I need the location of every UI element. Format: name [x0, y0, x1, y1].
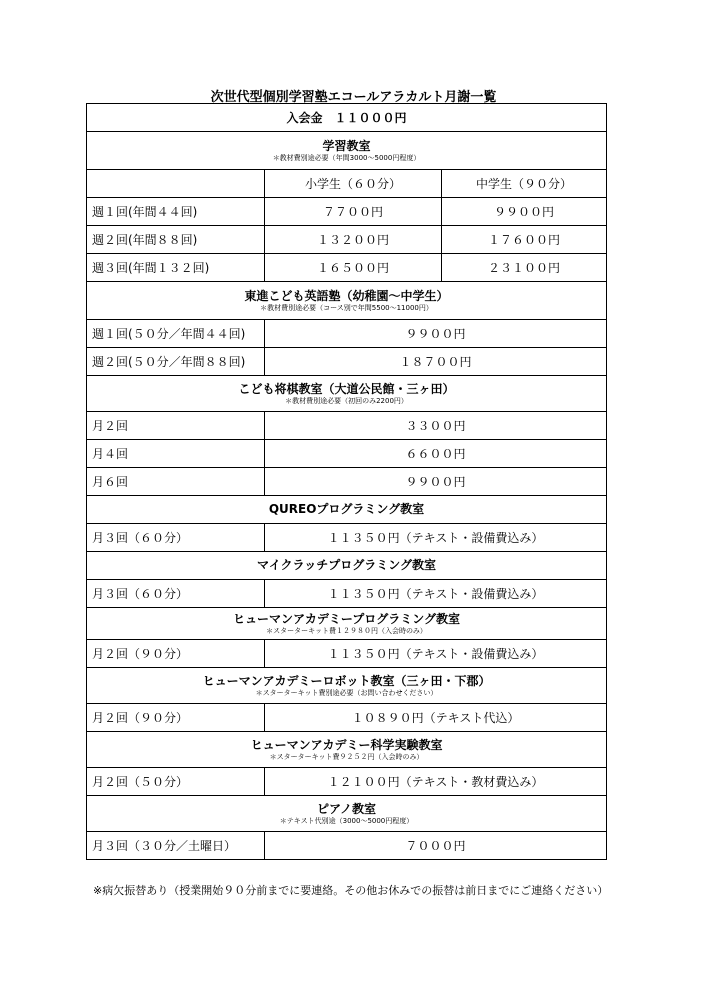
price-cell: ２３１００円: [442, 254, 607, 282]
section-title: QUREOプログラミング教室: [268, 502, 425, 516]
price-cell: １８７００円: [265, 348, 607, 376]
table-row: [87, 412, 607, 440]
price-cell: ９９００円: [265, 320, 607, 348]
row-label: 週２回(年間８８回): [87, 226, 265, 254]
row-label: 月２回（９０分）: [87, 640, 265, 668]
table-row: [87, 580, 607, 608]
section-note: ＊教材費別途必要（初回のみ2200円）: [285, 396, 408, 405]
section-title: ピアノ教室: [316, 801, 377, 816]
row-label: 月３回（６０分）: [87, 524, 265, 552]
table-row: [87, 226, 607, 254]
section-title: ヒューマンアカデミー科学実験教室: [250, 737, 443, 752]
table-row: [87, 640, 607, 668]
row-label: 月４回: [87, 440, 265, 468]
price-cell: ６６００円: [265, 440, 607, 468]
section-header-human-programming: [87, 608, 607, 640]
footnote: ※病欠振替あり（授業開始９０分前までに要連絡。その他お休みでの振替は前日までにご連絡ください）: [93, 884, 609, 897]
row-label: 週１回(５０分／年間４４回): [87, 320, 265, 348]
row-label: 月２回（９０分）: [87, 704, 265, 732]
row-label: 月３回（３０分／土曜日）: [87, 832, 265, 860]
price-cell: １１３５０円（テキスト・設備費込み）: [265, 640, 607, 668]
page-title: 次世代型個別学習塾エコールアラカルト月謝一覧: [210, 90, 497, 105]
price-cell: １７６００円: [442, 226, 607, 254]
fee-table: [86, 103, 607, 860]
section-note: ＊スターターキット費９２５２円（入会時のみ）: [269, 752, 424, 761]
table-row: [87, 468, 607, 496]
row-label: 月２回: [87, 412, 265, 440]
entrance-fee: 入会金 １１０００円: [87, 104, 607, 132]
price-cell: １０８９０円（テキスト代込）: [265, 704, 607, 732]
price-cell: ３３００円: [265, 412, 607, 440]
price-cell: １１３５０円（テキスト・設備費込み）: [265, 580, 607, 608]
section-header-english: [87, 282, 607, 320]
row-label: 週２回(５０分／年間８８回): [87, 348, 265, 376]
section-header-scratch: [87, 552, 607, 580]
section-note: ＊教材費別途必要（コース別で年間5500～11000円）: [260, 303, 433, 312]
price-cell: １３２００円: [265, 226, 442, 254]
section-title: 学習教室: [322, 138, 371, 153]
table-row: [87, 348, 607, 376]
section-header-science: [87, 732, 607, 768]
section-header-piano: [87, 796, 607, 832]
row-label: 月６回: [87, 468, 265, 496]
column-header-junior-high: 中学生（９０分）: [442, 170, 607, 198]
section-title: こども将棋教室（大道公民館・三ヶ田）: [238, 381, 455, 396]
row-label: 月３回（６０分）: [87, 580, 265, 608]
table-row: [87, 440, 607, 468]
table-row: [87, 768, 607, 796]
column-header-elementary: 小学生（６０分）: [265, 170, 442, 198]
section-header-study: [87, 132, 607, 170]
section-header-robot: [87, 668, 607, 704]
section-title: マイクラッチプログラミング教室: [256, 558, 437, 572]
table-row: [87, 524, 607, 552]
table-row: [87, 320, 607, 348]
row-label: 週１回(年間４４回): [87, 198, 265, 226]
row-label: 月２回（５０分）: [87, 768, 265, 796]
table-row: [87, 198, 607, 226]
price-cell: １２１００円（テキスト・教材費込み）: [265, 768, 607, 796]
section-note: ＊教材費別途必要（年間3000～5000円程度）: [272, 153, 421, 162]
section-header-qureo: [87, 496, 607, 524]
section-title: 東進こども英語塾（幼稚園～中学生）: [244, 288, 449, 303]
table-row: [87, 832, 607, 860]
section-title: ヒューマンアカデミーロボット教室（三ヶ田・下郡）: [202, 673, 491, 688]
table-row: [87, 254, 607, 282]
section-header-shogi: [87, 376, 607, 412]
section-note: ＊テキスト代別途（3000～5000円程度）: [279, 816, 414, 825]
price-cell: １６５００円: [265, 254, 442, 282]
price-cell: １１３５０円（テキスト・設備費込み）: [265, 524, 607, 552]
price-cell: ９９００円: [442, 198, 607, 226]
study-header-row: [87, 170, 607, 198]
entrance-fee-row: [87, 104, 607, 132]
price-cell: ７０００円: [265, 832, 607, 860]
section-note: ＊スターターキット費別途必要（お問い合わせください）: [255, 688, 438, 697]
table-row: [87, 704, 607, 732]
section-note: ＊スターターキット費１２９８０円（入会時のみ）: [266, 626, 427, 635]
row-label: 週３回(年間１３２回): [87, 254, 265, 282]
section-title: ヒューマンアカデミープログラミング教室: [232, 611, 461, 626]
price-cell: ９９００円: [265, 468, 607, 496]
price-cell: ７７００円: [265, 198, 442, 226]
